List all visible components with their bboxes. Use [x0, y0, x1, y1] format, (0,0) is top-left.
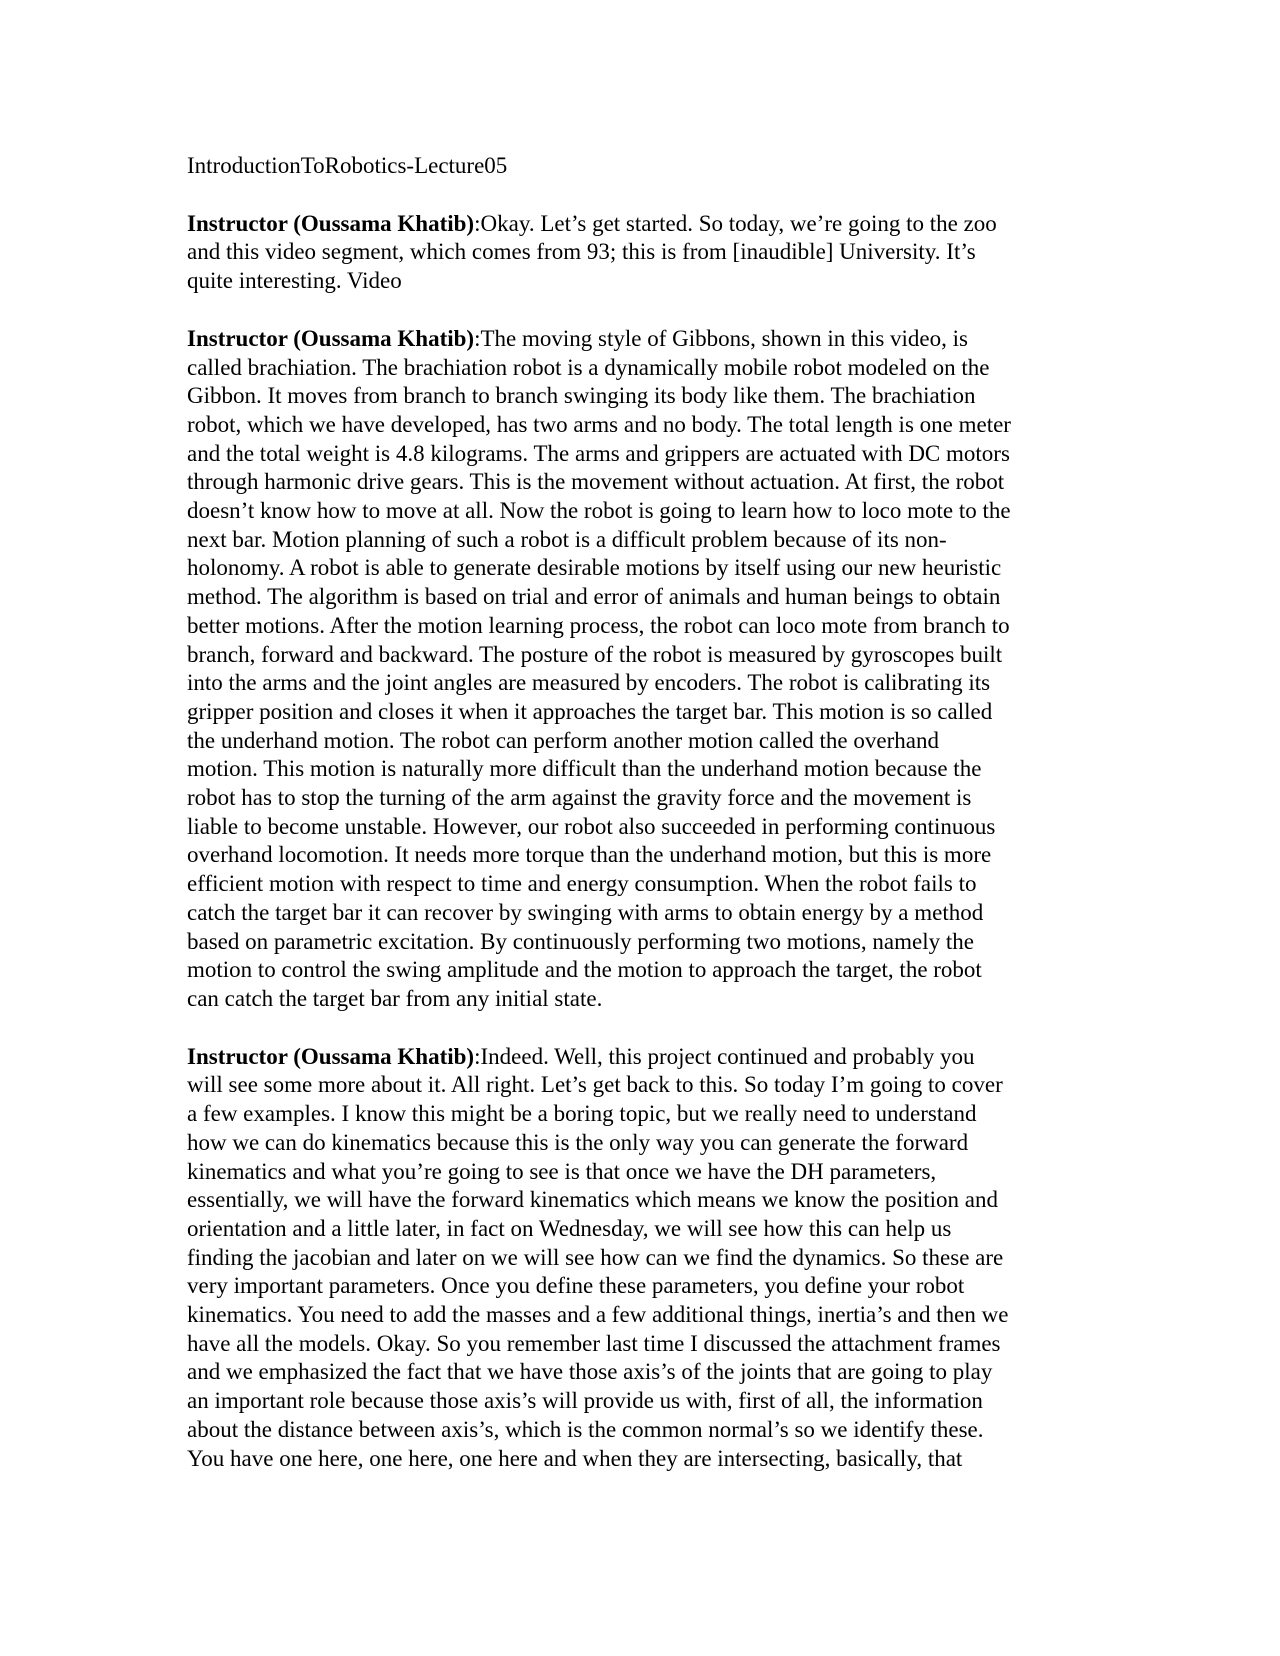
transcript-line	[187, 870, 1099, 899]
line-text: holonomy. A robot is able to generate desirable motions by itself using our new heuristic	[187, 555, 1002, 581]
transcript-line	[187, 497, 1099, 526]
line-text: can catch the target bar from any initial state.	[187, 985, 603, 1011]
transcript-line	[187, 1215, 1099, 1244]
transcript-line	[187, 325, 1099, 354]
transcript-paragraph	[187, 210, 1099, 296]
transcript-line	[187, 1387, 1099, 1416]
transcript-line	[187, 468, 1099, 497]
transcript-line	[187, 1129, 1099, 1158]
speaker-separator: :	[474, 1043, 481, 1069]
transcript-body	[187, 210, 1099, 1474]
speaker-name: Instructor (Oussama Khatib)	[187, 325, 475, 351]
transcript-line	[187, 669, 1099, 698]
transcript-line	[187, 1186, 1099, 1215]
transcript-line	[187, 526, 1099, 555]
line-text: overhand locomotion. It needs more torque than the underhand motion, but this is more	[187, 842, 992, 868]
transcript-line	[187, 267, 1099, 296]
transcript-line	[187, 784, 1099, 813]
speaker-separator: :	[474, 210, 481, 236]
transcript-line	[187, 1272, 1099, 1301]
transcript-line	[187, 238, 1099, 267]
line-text: better motions. After the motion learning process, the robot can loco mote from branch to	[187, 612, 1010, 638]
line-text: Okay. Let’s get started. So today, we’re going to the zoo	[480, 210, 997, 236]
line-text: and we emphasized the fact that we have those axis’s of the joints that are going to play	[187, 1359, 993, 1385]
line-text: motion to control the swing amplitude and the motion to approach the target, the robot	[187, 957, 982, 983]
transcript-line	[187, 1445, 1099, 1474]
transcript-line	[187, 985, 1099, 1014]
line-text: have all the models. Okay. So you remember last time I discussed the attachment frames	[187, 1330, 1001, 1356]
transcript-line	[187, 382, 1099, 411]
transcript-line	[187, 1071, 1099, 1100]
transcript-line	[187, 554, 1099, 583]
speaker-name: Instructor (Oussama Khatib)	[187, 1043, 475, 1069]
transcript-line	[187, 641, 1099, 670]
transcript-line	[187, 583, 1099, 612]
transcript-line	[187, 899, 1099, 928]
transcript-line	[187, 1416, 1099, 1445]
transcript-line	[187, 841, 1099, 870]
line-text: robot, which we have developed, has two arms and no body. The total length is one meter	[187, 411, 1011, 437]
line-text: and this video segment, which comes from 93; this is from [inaudible] University. It’s	[187, 239, 976, 265]
line-text: and the total weight is 4.8 kilograms. The arms and grippers are actuated with DC motors	[187, 440, 1010, 466]
line-text: motion. This motion is naturally more difficult than the underhand motion because the	[187, 756, 982, 782]
line-text: Indeed. Well, this project continued and probably you	[480, 1043, 975, 1069]
line-text: catch the target bar it can recover by swinging with arms to obtain energy by a method	[187, 899, 984, 925]
line-text: kinematics and what you’re going to see is that once we have the DH parameters,	[187, 1158, 937, 1184]
speaker-name: Instructor (Oussama Khatib)	[187, 210, 475, 236]
line-text: You have one here, one here, one here and when they are intersecting, basically, that	[187, 1445, 963, 1471]
transcript-line	[187, 1244, 1099, 1273]
line-text: finding the jacobian and later on we will see how can we find the dynamics. So these are	[187, 1244, 1004, 1270]
line-text: quite interesting. Video	[187, 268, 402, 294]
line-text: method. The algorithm is based on trial and error of animals and human beings to obtain	[187, 584, 1001, 610]
transcript-line	[187, 411, 1099, 440]
transcript-paragraph	[187, 1043, 1099, 1474]
transcript-line	[187, 210, 1099, 239]
line-text: about the distance between axis’s, which is the common normal’s so we identify these.	[187, 1416, 984, 1442]
transcript-line	[187, 1330, 1099, 1359]
speaker-separator: :	[474, 325, 481, 351]
line-text: an important role because those axis’s will provide us with, first of all, the information	[187, 1388, 983, 1414]
line-text: through harmonic drive gears. This is the movement without actuation. At first, the robot	[187, 469, 1005, 495]
line-text: The moving style of Gibbons, shown in this video, is	[480, 325, 968, 351]
transcript-line	[187, 956, 1099, 985]
line-text: branch, forward and backward. The posture of the robot is measured by gyroscopes built	[187, 641, 1003, 667]
line-text: liable to become unstable. However, our robot also succeeded in performing continuous	[187, 813, 996, 839]
transcript-line	[187, 354, 1099, 383]
line-text: kinematics. You need to add the masses and a few additional things, inertia’s and then we	[187, 1302, 1009, 1328]
transcript-line	[187, 1158, 1099, 1187]
line-text: Gibbon. It moves from branch to branch swinging its body like them. The brachiation	[187, 383, 976, 409]
line-text: the underhand motion. The robot can perform another motion called the overhand	[187, 727, 939, 753]
transcript-line	[187, 440, 1099, 469]
line-text: essentially, we will have the forward kinematics which means we know the position and	[187, 1187, 998, 1213]
line-text: orientation and a little later, in fact on Wednesday, we will see how this can help us	[187, 1215, 952, 1241]
transcript-line	[187, 612, 1099, 641]
transcript-paragraph	[187, 325, 1099, 1014]
line-text: next bar. Motion planning of such a robot is a difficult problem because of its non-	[187, 526, 947, 552]
transcript-line	[187, 755, 1099, 784]
transcript-line	[187, 1043, 1099, 1072]
transcript-line	[187, 1358, 1099, 1387]
transcript-line	[187, 1301, 1099, 1330]
line-text: efficient motion with respect to time and energy consumption. When the robot fails to	[187, 871, 977, 897]
line-text: called brachiation. The brachiation robot is a dynamically mobile robot modeled on the	[187, 354, 990, 380]
transcript-line	[187, 1100, 1099, 1129]
transcript-line	[187, 813, 1099, 842]
transcript-line	[187, 698, 1099, 727]
line-text: very important parameters. Once you define these parameters, you define your robot	[187, 1273, 965, 1299]
line-text: doesn’t know how to move at all. Now the robot is going to learn how to loco mote to the	[187, 498, 1011, 524]
line-text: into the arms and the joint angles are measured by encoders. The robot is calibrating its	[187, 670, 991, 696]
transcript-line	[187, 727, 1099, 756]
line-text: a few examples. I know this might be a boring topic, but we really need to understand	[187, 1101, 977, 1127]
line-text: gripper position and closes it when it approaches the target bar. This motion is so called	[187, 698, 993, 724]
document-title: IntroductionToRobotics-Lecture05	[187, 153, 508, 178]
line-text: how we can do kinematics because this is the only way you can generate the forward	[187, 1129, 969, 1155]
line-text: will see some more about it. All right. Let’s get back to this. So today I’m going to cover	[187, 1072, 1003, 1098]
document-page	[187, 152, 1099, 1502]
line-text: robot has to stop the turning of the arm against the gravity force and the movement is	[187, 785, 972, 811]
line-text: based on parametric excitation. By continuously performing two motions, namely the	[187, 928, 974, 954]
transcript-line	[187, 928, 1099, 957]
